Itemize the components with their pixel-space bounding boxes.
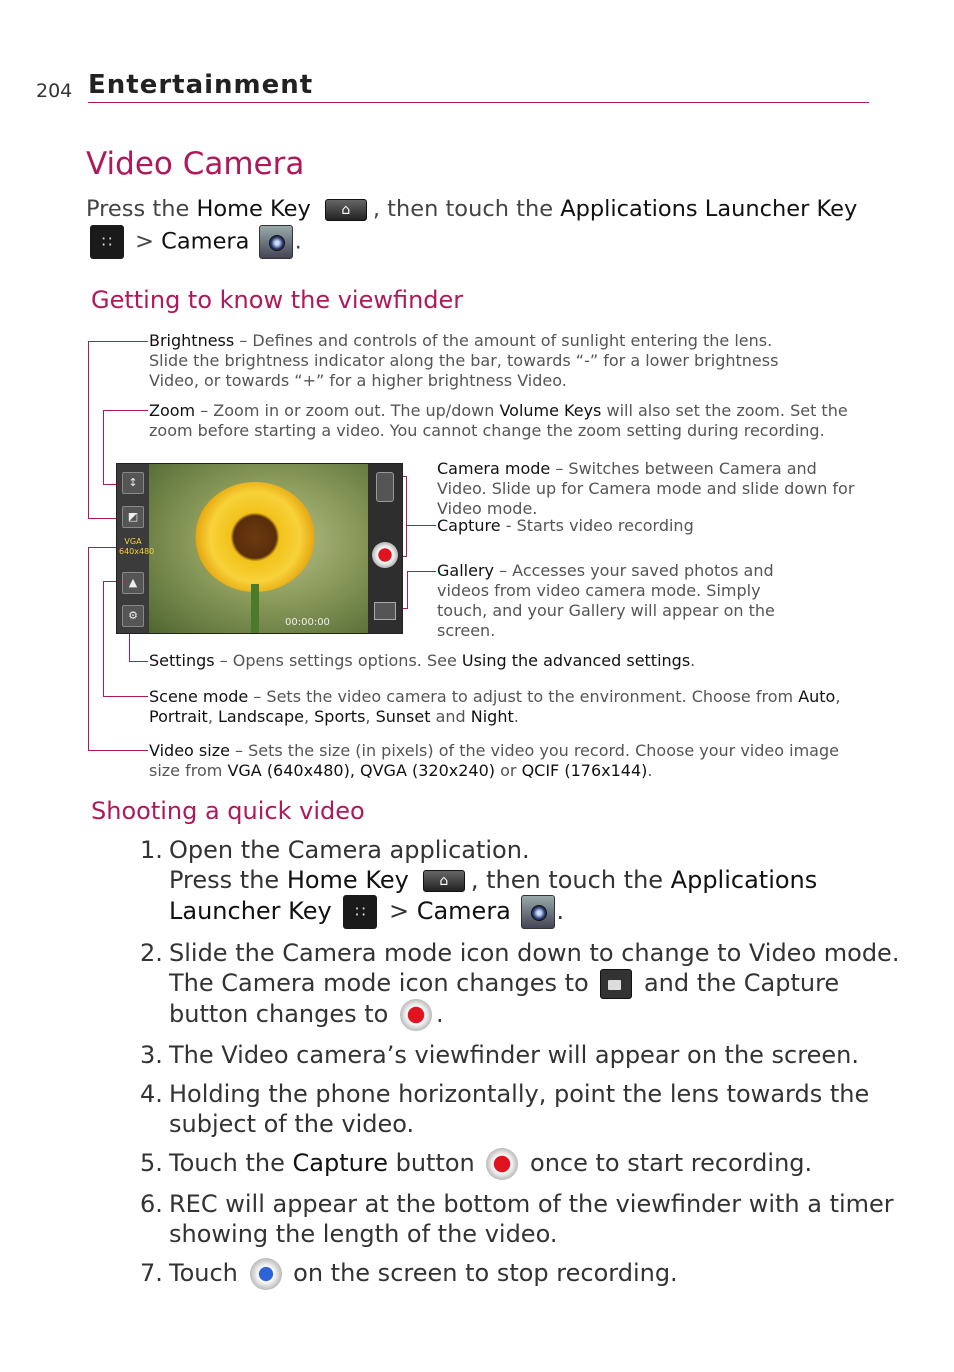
callout-line-gallery [407,571,436,572]
video-size-icon[interactable]: VGA 640x480 [119,537,155,556]
viewfinder-right-bar [368,464,402,634]
zoom-icon[interactable]: ↕ [122,472,144,494]
apps-launcher-term: Applications Launcher Key [560,196,858,222]
scene-mode-icon[interactable]: ▲ [122,572,144,594]
capture-button-icon [486,1148,518,1180]
header-rule [88,102,869,103]
camera-mode-description: Camera mode – Switches between Camera and Video. Slide up for Camera mode and slide down for Video mode. [437,459,855,518]
callout-line-scene-mode [103,696,148,697]
callout-line-gallery [407,571,408,609]
callout-line-camera-mode [406,476,407,526]
callout-line-settings [129,661,148,662]
scene-mode-description: Scene mode – Sets the video camera to adjust to the environment. Choose from Auto, Portrait, Landscape, Sports, Sunset and Night. [149,687,841,726]
capture-description: Capture - Starts video recording [437,516,694,535]
camera-term: Camera [161,228,250,255]
callout-line-scene-mode [103,581,116,582]
viewfinder-left-bar [117,464,155,634]
list-item: 3. The Video camera’s viewfinder will appear on the screen. [140,1041,859,1069]
callout-line-camera-mode [406,525,436,526]
callout-line-video-size [88,547,89,751]
callout-line-video-size [88,750,148,751]
brightness-icon[interactable]: ◩ [122,506,144,528]
home-key-icon [423,870,465,892]
page-number: 204 [36,80,73,102]
gallery-description: Gallery – Accesses your saved photos and videos from video camera mode. Simply touch, and your Gallery will appear on the screen. [437,561,775,640]
camera-icon [259,225,293,259]
shooting-heading: Shooting a quick video [91,797,365,825]
brightness-description: Brightness – Defines and controls of the amount of sunlight entering the lens. Slide the brightness indicator along the bar, towards “-” for a lower brightness Video, or towards “+” for a higher brightness Video. [149,331,779,390]
callout-line-video-size [88,547,116,548]
callout-line-zoom [103,410,104,485]
apps-launcher-icon [343,895,377,929]
list-item: 1. Open the Camera application. Press the Home Key⌂ , then touch the Applications Launcher Key ∷ > Camera . [140,835,900,929]
viewfinder-screenshot [116,463,403,634]
gallery-icon[interactable] [374,602,396,620]
zoom-description: Zoom – Zoom in or zoom out. The up/down Volume Keys will also set the zoom. Set the zoom before starting a video. You cannot change the zoom setting during recording. [149,401,848,440]
home-key-icon [325,199,367,221]
intro-paragraph: Press the Home Key⌂ , then touch the Applications Launcher Key ∷ > Camera . [86,194,876,259]
page-title: Video Camera [86,146,305,182]
list-item: 6. REC will appear at the bottom of the viewfinder with a timer showing the length of the video. [140,1190,894,1248]
list-item: 2. Slide the Camera mode icon down to change to Video mode. The Camera mode icon changes to and the Capture button changes to . [140,938,900,1031]
camera-mode-switch-icon[interactable] [376,472,394,502]
callout-line-brightness [88,341,89,519]
settings-description: Settings – Opens settings options. See Using the advanced settings. [149,651,696,670]
apps-launcher-icon [90,225,124,259]
recording-timer: 00:00:00 [285,617,330,628]
camera-icon [521,895,555,929]
stop-button-icon [250,1258,282,1290]
video-mode-icon [600,969,632,999]
capture-button-icon [400,999,432,1031]
callout-line-capture [406,526,407,557]
list-item: 5. Touch the Capture button once to start recording. [140,1148,900,1180]
callout-line-zoom [103,484,116,485]
chapter-title: Entertainment [88,70,314,100]
callout-line-zoom [103,410,148,411]
capture-button-icon[interactable] [372,542,398,568]
video-size-description: Video size – Sets the size (in pixels) of the video you record. Choose your video image size from VGA (640x480), QVGA (320x240) or QCIF (176x144). [149,741,839,780]
sunflower-stem [251,584,259,634]
list-item: 7. Touch on the screen to stop recording. [140,1258,900,1290]
settings-gear-icon[interactable]: ⚙ [122,605,144,627]
callout-line-brightness [88,341,148,342]
viewfinder-heading: Getting to know the viewfinder [91,286,464,314]
callout-line-brightness [88,518,116,519]
callout-line-scene-mode [103,581,104,697]
steps-list [140,835,900,1299]
sunflower-image [195,482,315,592]
list-item: 4. Holding the phone horizontally, point the lens towards the subject of the video. [140,1080,870,1138]
home-key-term: Home Key [196,196,311,222]
